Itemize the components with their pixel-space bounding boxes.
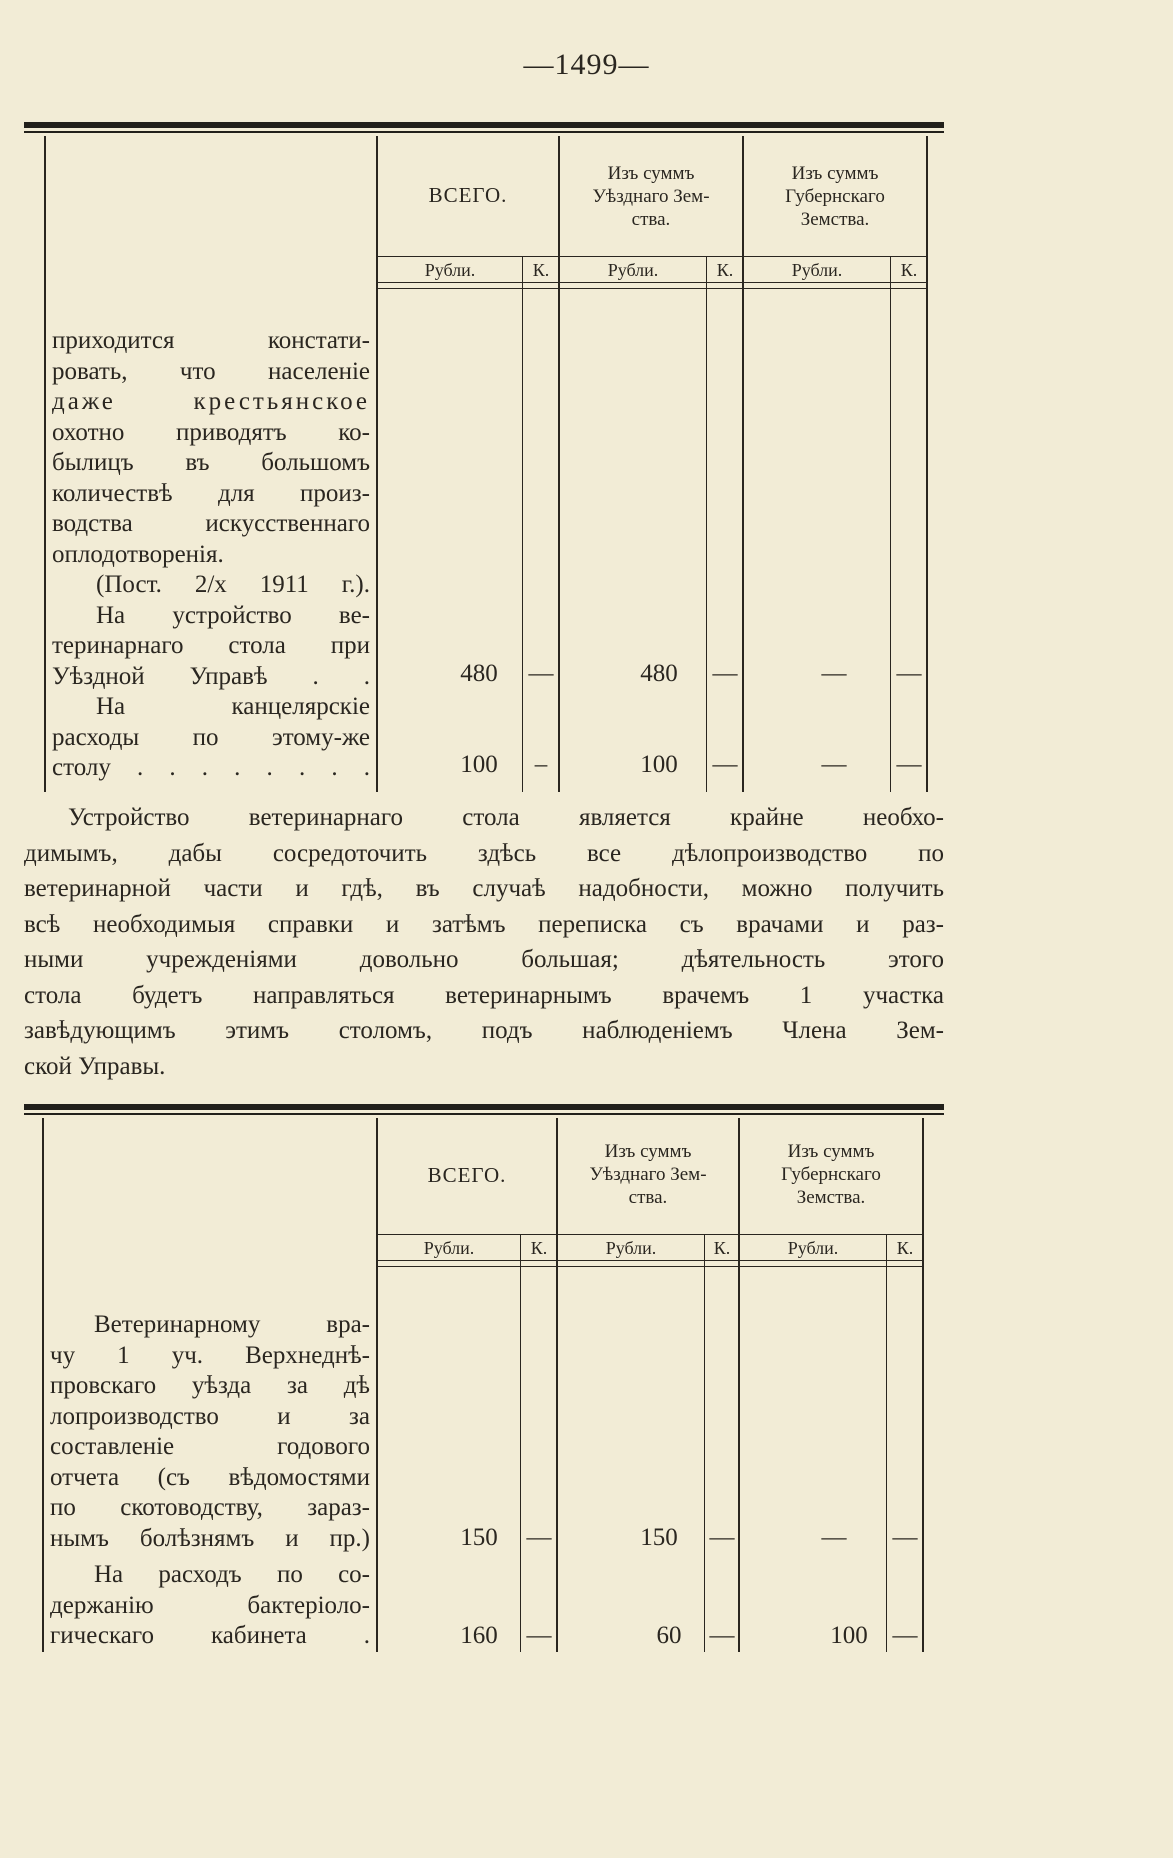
table-top-rule — [24, 122, 944, 128]
header-rule — [376, 288, 928, 289]
cell-total-kop: — — [528, 660, 554, 687]
cell-total-kop: – — [534, 751, 548, 778]
cell-total: 160 — [460, 1622, 498, 1649]
unit-rubles: Рубли. — [787, 1238, 839, 1258]
table-top-rule-thin — [24, 1113, 944, 1115]
cell-county: 150 — [640, 1524, 678, 1551]
unit-kop: К. — [900, 260, 918, 280]
kop-divider — [704, 1234, 705, 1652]
kop-divider — [520, 1234, 521, 1652]
unit-rubles: Рубли. — [607, 260, 659, 280]
cell-province: — — [821, 1524, 847, 1551]
text-line: чу 1 уч. Верхнеднѣ- — [50, 1341, 370, 1369]
paragraph-line: завѣдующимъ этимъ столомъ, подъ наблюденіемъ Члена Зем- — [24, 1017, 944, 1044]
paragraph-line: стола будетъ направляться ветеринарнымъ врачемъ 1 участка — [24, 981, 944, 1009]
cell-county: 60 — [656, 1622, 682, 1649]
text-line: На расходъ по со- — [94, 1561, 370, 1588]
cell-total-kop: — — [526, 1622, 552, 1649]
text-line: держанію бактеріоло- — [50, 1591, 370, 1619]
unit-rubles: Рубли. — [423, 1238, 475, 1258]
column-divider — [742, 136, 744, 792]
header-county — [558, 1140, 738, 1209]
text-line: столу . . . . . . . . — [52, 754, 370, 781]
column-divider — [926, 136, 928, 792]
cell-county-kop: — — [709, 1524, 735, 1551]
unit-kop: К. — [713, 1238, 731, 1258]
header-province — [744, 162, 926, 231]
header-line: Губернскаго — [781, 1164, 881, 1185]
cell-total: 150 — [460, 1524, 498, 1551]
column-divider — [376, 136, 378, 792]
cell-total: 480 — [460, 660, 498, 687]
header-line: Земства. — [796, 1187, 866, 1208]
header-rule — [376, 1234, 924, 1235]
body-paragraph — [24, 800, 944, 1084]
column-divider — [922, 1118, 924, 1652]
text-line: ровать, что населеніе — [52, 357, 370, 385]
text-line: Ветеринарному вра- — [94, 1311, 370, 1338]
cell-county-kop: — — [709, 1622, 735, 1649]
item-description — [52, 326, 370, 784]
text-line: количествѣ для произ- — [52, 479, 370, 507]
text-line: расходы по этому-же — [52, 723, 370, 751]
item-description — [50, 1310, 370, 1652]
text-line: охотно приводятъ ко- — [52, 418, 370, 446]
cell-province: — — [821, 751, 847, 778]
header-province — [740, 1140, 922, 1209]
text-line: водства искусственнаго — [52, 510, 370, 537]
cell-province-kop: — — [892, 1524, 918, 1551]
text-line: На устройство ве- — [96, 601, 370, 629]
paragraph-line: Устройство ветеринарнаго стола является крайне необхо- — [68, 804, 944, 831]
paragraph-line: ской Управы. — [24, 1052, 166, 1080]
kop-divider — [522, 256, 523, 792]
header-line: Изъ суммъ — [787, 1141, 875, 1162]
cell-province-kop: — — [896, 660, 922, 687]
budget-table-2 — [24, 1104, 944, 1652]
unit-rubles: Рубли. — [424, 260, 476, 280]
table-top-rule-thin — [24, 131, 944, 133]
unit-rubles: Рубли. — [791, 260, 843, 280]
cell-total: 100 — [460, 751, 498, 778]
header-county — [560, 162, 742, 231]
text-line: провскаго уѣзда за дѣ — [50, 1372, 370, 1399]
paragraph-line: ветеринарной части и гдѣ, въ случаѣ надобности, можно получить — [24, 875, 944, 902]
column-divider — [44, 136, 46, 792]
text-line: приходится констати- — [52, 327, 370, 354]
paragraph-line: всѣ необходимыя справки и затѣмъ переписка съ врачами и раз- — [24, 910, 944, 938]
kop-divider — [706, 256, 707, 792]
cell-county: 480 — [640, 660, 678, 687]
text-line: по скотоводству, зараз- — [50, 1494, 370, 1521]
text-line: нымъ болѣзнямъ и пр.) — [50, 1524, 370, 1552]
text-line: теринарнаго стола при — [52, 632, 370, 659]
unit-kop: К. — [716, 260, 734, 280]
cell-county: 100 — [640, 751, 678, 778]
text-line: отчета (съ вѣдомостями — [50, 1463, 370, 1491]
text-line: даже крестьянское — [52, 388, 370, 415]
cell-province: — — [821, 660, 847, 687]
paragraph-line: димымъ, дабы сосредоточить здѣсь все дѣлопроизводство по — [24, 839, 944, 867]
cell-county-kop: — — [712, 660, 738, 687]
text-line: На канцелярскіе — [96, 693, 370, 720]
cell-province-kop: — — [896, 751, 922, 778]
cell-province-kop: — — [892, 1622, 918, 1649]
header-line: Губернскаго — [785, 186, 885, 207]
cell-county-kop: — — [712, 751, 738, 778]
text-line: (Пост. 2/х 1911 г.). — [96, 571, 370, 598]
paragraph-line: ными учрежденіями довольно большая; дѣятельность этого — [24, 946, 944, 973]
header-line: Уѣзднаго Зем- — [589, 1164, 707, 1185]
cell-province: 100 — [830, 1622, 868, 1649]
header-line: ства. — [628, 1187, 668, 1208]
table-top-rule — [24, 1104, 944, 1110]
text-line: былицъ въ большомъ — [52, 449, 370, 476]
column-divider — [558, 136, 560, 792]
unit-kop: К. — [530, 1238, 548, 1258]
text-line: лопроизводство и за — [50, 1402, 370, 1430]
text-line: оплодотворенія. — [52, 540, 224, 568]
unit-kop: К. — [532, 260, 550, 280]
page-number: —1499— — [523, 48, 650, 81]
kop-divider — [886, 1234, 887, 1652]
header-rule — [376, 256, 928, 257]
column-divider — [376, 1118, 378, 1652]
header-line: Изъ суммъ — [607, 163, 695, 184]
budget-table-1 — [24, 122, 944, 792]
unit-kop: К. — [896, 1238, 914, 1258]
text-line: Уѣздной Управѣ . . — [52, 662, 370, 690]
header-total: ВСЕГО. — [428, 183, 508, 207]
unit-rubles: Рубли. — [605, 1238, 657, 1258]
header-total: ВСЕГО. — [427, 1163, 507, 1187]
header-rule — [376, 1260, 924, 1261]
header-line: Изъ суммъ — [791, 163, 879, 184]
header-line: Изъ суммъ — [604, 1141, 692, 1162]
header-rule — [376, 282, 928, 283]
header-line: Уѣзднаго Зем- — [592, 186, 710, 207]
header-rule — [376, 1266, 924, 1267]
kop-divider — [890, 256, 891, 792]
text-line: гическаго кабинета . — [50, 1622, 370, 1649]
header-line: ства. — [631, 209, 671, 230]
column-divider — [42, 1118, 44, 1652]
cell-total-kop: — — [526, 1524, 552, 1551]
header-line: Земства. — [800, 209, 870, 230]
text-line: составленіе годового — [50, 1433, 370, 1460]
